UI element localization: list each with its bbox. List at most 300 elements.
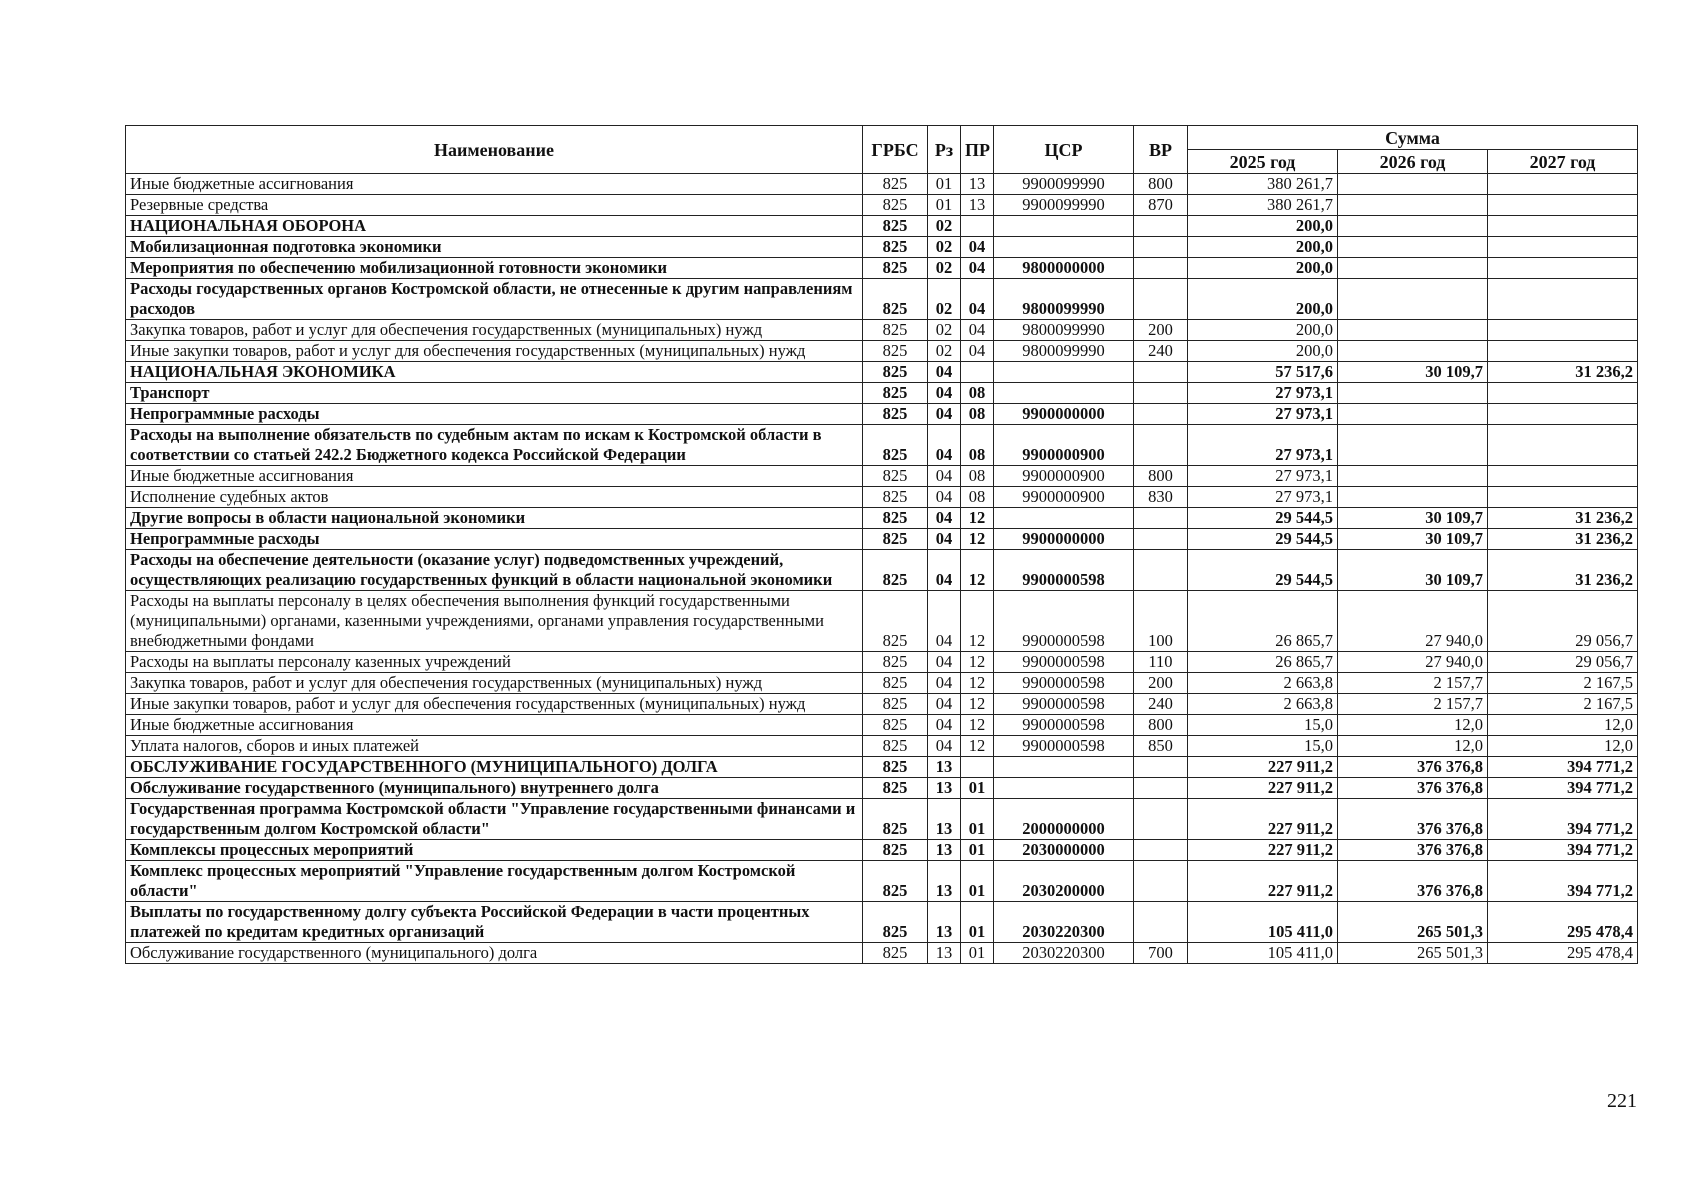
cell-2025: 105 411,0: [1188, 943, 1338, 964]
cell-csr: [994, 778, 1134, 799]
table-row: [126, 757, 1638, 778]
header-csr: ЦСР: [994, 126, 1134, 174]
cell-2027: 31 236,2: [1488, 362, 1638, 383]
cell-name: Непрограммные расходы: [126, 404, 863, 425]
cell-csr: 9900000000: [994, 529, 1134, 550]
cell-2027: 394 771,2: [1488, 757, 1638, 778]
cell-2026: 265 501,3: [1338, 902, 1488, 943]
cell-2026: 27 940,0: [1338, 591, 1488, 652]
cell-2025: 200,0: [1188, 258, 1338, 279]
cell-rz: 04: [928, 550, 961, 591]
cell-vr: [1134, 383, 1188, 404]
cell-name: НАЦИОНАЛЬНАЯ ОБОРОНА: [126, 216, 863, 237]
cell-csr: [994, 383, 1134, 404]
cell-grbs: 825: [863, 550, 928, 591]
cell-grbs: 825: [863, 778, 928, 799]
cell-pr: 13: [961, 174, 994, 195]
header-year-2027: 2027 год: [1488, 150, 1638, 174]
cell-pr: 04: [961, 341, 994, 362]
table-row: [126, 529, 1638, 550]
cell-csr: 9900099990: [994, 174, 1134, 195]
cell-pr: 12: [961, 550, 994, 591]
table-row: [126, 694, 1638, 715]
cell-2027: 31 236,2: [1488, 529, 1638, 550]
cell-2027: [1488, 383, 1638, 404]
cell-grbs: 825: [863, 902, 928, 943]
cell-2026: [1338, 258, 1488, 279]
cell-rz: 04: [928, 425, 961, 466]
cell-2027: 29 056,7: [1488, 652, 1638, 673]
table-row: [126, 195, 1638, 216]
cell-csr: 9900000900: [994, 487, 1134, 508]
cell-name: Государственная программа Костромской области "Управление государственными финансами и государственным долгом Костромской области": [126, 799, 863, 840]
cell-rz: 04: [928, 673, 961, 694]
cell-2027: 31 236,2: [1488, 550, 1638, 591]
cell-2025: 29 544,5: [1188, 529, 1338, 550]
cell-csr: 9900000900: [994, 425, 1134, 466]
cell-vr: [1134, 902, 1188, 943]
cell-grbs: 825: [863, 362, 928, 383]
cell-csr: 9900000598: [994, 550, 1134, 591]
cell-2025: 380 261,7: [1188, 195, 1338, 216]
cell-name: Комплексы процессных мероприятий: [126, 840, 863, 861]
cell-rz: 04: [928, 487, 961, 508]
cell-grbs: 825: [863, 174, 928, 195]
cell-vr: [1134, 861, 1188, 902]
cell-grbs: 825: [863, 341, 928, 362]
cell-rz: 02: [928, 216, 961, 237]
cell-2025: 15,0: [1188, 715, 1338, 736]
cell-2027: 2 167,5: [1488, 673, 1638, 694]
cell-rz: 04: [928, 362, 961, 383]
cell-csr: 9800099990: [994, 341, 1134, 362]
table-row: [126, 799, 1638, 840]
cell-vr: [1134, 550, 1188, 591]
cell-vr: 240: [1134, 694, 1188, 715]
cell-2025: 27 973,1: [1188, 425, 1338, 466]
cell-rz: 02: [928, 258, 961, 279]
cell-2027: 394 771,2: [1488, 799, 1638, 840]
cell-csr: 2030220300: [994, 902, 1134, 943]
table-row: [126, 652, 1638, 673]
cell-2025: 200,0: [1188, 216, 1338, 237]
cell-grbs: 825: [863, 216, 928, 237]
cell-rz: 02: [928, 341, 961, 362]
table-row: [126, 673, 1638, 694]
cell-name: Расходы на выплаты персоналу казенных учреждений: [126, 652, 863, 673]
cell-name: Другие вопросы в области национальной экономики: [126, 508, 863, 529]
cell-name: Иные бюджетные ассигнования: [126, 466, 863, 487]
table-row: [126, 840, 1638, 861]
cell-2027: [1488, 279, 1638, 320]
cell-rz: 04: [928, 652, 961, 673]
cell-2025: 57 517,6: [1188, 362, 1338, 383]
cell-vr: 240: [1134, 341, 1188, 362]
cell-name: Обслуживание государственного (муниципального) внутреннего долга: [126, 778, 863, 799]
cell-grbs: 825: [863, 279, 928, 320]
cell-2025: 200,0: [1188, 237, 1338, 258]
cell-pr: 01: [961, 799, 994, 840]
cell-2027: 394 771,2: [1488, 840, 1638, 861]
cell-vr: 800: [1134, 174, 1188, 195]
cell-csr: 9800099990: [994, 320, 1134, 341]
cell-2026: 265 501,3: [1338, 943, 1488, 964]
cell-2027: [1488, 195, 1638, 216]
cell-grbs: 825: [863, 425, 928, 466]
header-rz: Рз: [928, 126, 961, 174]
cell-2025: 2 663,8: [1188, 694, 1338, 715]
table-body: [126, 174, 1638, 964]
cell-grbs: 825: [863, 383, 928, 404]
cell-2026: [1338, 383, 1488, 404]
cell-csr: 9900000598: [994, 694, 1134, 715]
cell-rz: 04: [928, 404, 961, 425]
cell-2026: 30 109,7: [1338, 362, 1488, 383]
cell-rz: 02: [928, 237, 961, 258]
cell-rz: 04: [928, 694, 961, 715]
cell-grbs: 825: [863, 715, 928, 736]
table-row: [126, 216, 1638, 237]
cell-2027: [1488, 174, 1638, 195]
cell-csr: 2030200000: [994, 861, 1134, 902]
budget-table: [125, 125, 1638, 964]
cell-grbs: 825: [863, 487, 928, 508]
cell-2026: [1338, 487, 1488, 508]
cell-2025: 227 911,2: [1188, 757, 1338, 778]
cell-csr: 9800000000: [994, 258, 1134, 279]
cell-grbs: 825: [863, 237, 928, 258]
cell-2025: 227 911,2: [1188, 799, 1338, 840]
cell-name: Расходы на выполнение обязательств по судебным актам по искам к Костромской области в соответствии со статьей 242.2 Бюджетного кодекса Российской Федерации: [126, 425, 863, 466]
cell-2026: [1338, 466, 1488, 487]
cell-grbs: 825: [863, 466, 928, 487]
cell-csr: 9900000598: [994, 736, 1134, 757]
cell-2026: 376 376,8: [1338, 840, 1488, 861]
table-row: [126, 902, 1638, 943]
cell-2026: [1338, 174, 1488, 195]
header-year-2026: 2026 год: [1338, 150, 1488, 174]
cell-2025: 105 411,0: [1188, 902, 1338, 943]
cell-2025: 227 911,2: [1188, 861, 1338, 902]
cell-vr: [1134, 778, 1188, 799]
header-vr: ВР: [1134, 126, 1188, 174]
cell-csr: [994, 508, 1134, 529]
cell-2025: 27 973,1: [1188, 404, 1338, 425]
header-name: Наименование: [126, 126, 863, 174]
cell-csr: [994, 757, 1134, 778]
cell-name: Непрограммные расходы: [126, 529, 863, 550]
cell-2025: 29 544,5: [1188, 550, 1338, 591]
cell-name: Мобилизационная подготовка экономики: [126, 237, 863, 258]
cell-pr: 12: [961, 652, 994, 673]
cell-vr: [1134, 757, 1188, 778]
table-row: [126, 362, 1638, 383]
cell-name: Иные бюджетные ассигнования: [126, 174, 863, 195]
cell-2025: 200,0: [1188, 341, 1338, 362]
cell-pr: 01: [961, 943, 994, 964]
cell-2026: 12,0: [1338, 736, 1488, 757]
cell-2026: [1338, 195, 1488, 216]
cell-2026: [1338, 341, 1488, 362]
cell-pr: 08: [961, 404, 994, 425]
cell-grbs: 825: [863, 694, 928, 715]
cell-vr: [1134, 216, 1188, 237]
cell-pr: 01: [961, 778, 994, 799]
cell-2027: 394 771,2: [1488, 861, 1638, 902]
cell-pr: 04: [961, 237, 994, 258]
cell-vr: 200: [1134, 673, 1188, 694]
cell-pr: 01: [961, 840, 994, 861]
cell-2026: 376 376,8: [1338, 778, 1488, 799]
cell-2025: 200,0: [1188, 279, 1338, 320]
cell-2025: 27 973,1: [1188, 383, 1338, 404]
cell-csr: 9900000598: [994, 715, 1134, 736]
cell-vr: [1134, 508, 1188, 529]
cell-pr: 12: [961, 508, 994, 529]
cell-vr: 100: [1134, 591, 1188, 652]
cell-rz: 04: [928, 736, 961, 757]
cell-grbs: 825: [863, 320, 928, 341]
cell-2027: 12,0: [1488, 736, 1638, 757]
cell-vr: 800: [1134, 466, 1188, 487]
cell-name: НАЦИОНАЛЬНАЯ ЭКОНОМИКА: [126, 362, 863, 383]
cell-2026: 376 376,8: [1338, 757, 1488, 778]
cell-rz: 13: [928, 778, 961, 799]
cell-pr: 13: [961, 195, 994, 216]
cell-vr: 870: [1134, 195, 1188, 216]
cell-grbs: 825: [863, 673, 928, 694]
cell-csr: 9900099990: [994, 195, 1134, 216]
cell-2027: [1488, 487, 1638, 508]
cell-vr: [1134, 237, 1188, 258]
table-row: [126, 383, 1638, 404]
cell-2026: [1338, 425, 1488, 466]
cell-pr: 08: [961, 466, 994, 487]
cell-csr: [994, 362, 1134, 383]
cell-name: Закупка товаров, работ и услуг для обеспечения государственных (муниципальных) нужд: [126, 673, 863, 694]
cell-grbs: 825: [863, 840, 928, 861]
cell-2027: [1488, 320, 1638, 341]
cell-rz: 04: [928, 508, 961, 529]
cell-pr: [961, 757, 994, 778]
cell-2026: 376 376,8: [1338, 799, 1488, 840]
cell-csr: 9900000598: [994, 591, 1134, 652]
cell-name: Закупка товаров, работ и услуг для обеспечения государственных (муниципальных) нужд: [126, 320, 863, 341]
cell-name: Комплекс процессных мероприятий "Управление государственным долгом Костромской области": [126, 861, 863, 902]
cell-csr: [994, 237, 1134, 258]
cell-pr: 12: [961, 673, 994, 694]
cell-grbs: 825: [863, 258, 928, 279]
cell-grbs: 825: [863, 799, 928, 840]
cell-grbs: 825: [863, 861, 928, 902]
cell-2026: [1338, 216, 1488, 237]
table-row: [126, 466, 1638, 487]
cell-vr: [1134, 799, 1188, 840]
cell-name: Исполнение судебных актов: [126, 487, 863, 508]
cell-pr: 12: [961, 591, 994, 652]
cell-pr: 12: [961, 736, 994, 757]
cell-2025: 29 544,5: [1188, 508, 1338, 529]
cell-name: Обслуживание государственного (муниципального) долга: [126, 943, 863, 964]
cell-vr: [1134, 529, 1188, 550]
cell-grbs: 825: [863, 757, 928, 778]
cell-pr: 04: [961, 320, 994, 341]
table-row: [126, 861, 1638, 902]
cell-grbs: 825: [863, 652, 928, 673]
cell-pr: 01: [961, 902, 994, 943]
cell-name: Резервные средства: [126, 195, 863, 216]
cell-rz: 02: [928, 320, 961, 341]
cell-rz: 13: [928, 861, 961, 902]
cell-pr: 01: [961, 861, 994, 902]
cell-pr: [961, 362, 994, 383]
cell-2027: [1488, 258, 1638, 279]
cell-name: Иные бюджетные ассигнования: [126, 715, 863, 736]
cell-vr: 800: [1134, 715, 1188, 736]
table-row: [126, 736, 1638, 757]
cell-grbs: 825: [863, 591, 928, 652]
cell-rz: 04: [928, 383, 961, 404]
cell-2027: 29 056,7: [1488, 591, 1638, 652]
cell-2025: 227 911,2: [1188, 840, 1338, 861]
cell-vr: [1134, 258, 1188, 279]
page-number: 221: [1607, 1090, 1637, 1112]
cell-2026: [1338, 404, 1488, 425]
cell-2027: [1488, 216, 1638, 237]
table-row: [126, 279, 1638, 320]
cell-pr: 04: [961, 258, 994, 279]
cell-csr: 9900000598: [994, 652, 1134, 673]
table-row: [126, 778, 1638, 799]
cell-2026: 30 109,7: [1338, 508, 1488, 529]
cell-2026: 12,0: [1338, 715, 1488, 736]
cell-2026: 30 109,7: [1338, 529, 1488, 550]
cell-grbs: 825: [863, 943, 928, 964]
cell-pr: 12: [961, 715, 994, 736]
cell-rz: 02: [928, 279, 961, 320]
cell-rz: 13: [928, 840, 961, 861]
cell-vr: 200: [1134, 320, 1188, 341]
cell-2027: 2 167,5: [1488, 694, 1638, 715]
cell-2025: 26 865,7: [1188, 591, 1338, 652]
table-row: [126, 715, 1638, 736]
table-row: [126, 550, 1638, 591]
cell-rz: 01: [928, 174, 961, 195]
cell-2027: 295 478,4: [1488, 943, 1638, 964]
cell-pr: 04: [961, 279, 994, 320]
cell-csr: 2030220300: [994, 943, 1134, 964]
table-row: [126, 508, 1638, 529]
cell-grbs: 825: [863, 736, 928, 757]
table-row: [126, 591, 1638, 652]
cell-name: Мероприятия по обеспечению мобилизационной готовности экономики: [126, 258, 863, 279]
table-row: [126, 943, 1638, 964]
table-row: [126, 320, 1638, 341]
cell-rz: 13: [928, 799, 961, 840]
cell-name: Иные закупки товаров, работ и услуг для обеспечения государственных (муниципальных) нужд: [126, 341, 863, 362]
cell-rz: 04: [928, 715, 961, 736]
cell-name: Транспорт: [126, 383, 863, 404]
table-row: [126, 404, 1638, 425]
cell-pr: 12: [961, 529, 994, 550]
cell-2025: 380 261,7: [1188, 174, 1338, 195]
cell-csr: 9900000900: [994, 466, 1134, 487]
cell-csr: 9900000000: [994, 404, 1134, 425]
cell-2026: 30 109,7: [1338, 550, 1488, 591]
cell-2027: [1488, 404, 1638, 425]
cell-pr: 12: [961, 694, 994, 715]
cell-2026: 2 157,7: [1338, 694, 1488, 715]
cell-2027: [1488, 466, 1638, 487]
cell-2027: 394 771,2: [1488, 778, 1638, 799]
cell-2026: 376 376,8: [1338, 861, 1488, 902]
cell-2027: [1488, 425, 1638, 466]
cell-pr: 08: [961, 383, 994, 404]
cell-name: Иные закупки товаров, работ и услуг для обеспечения государственных (муниципальных) нужд: [126, 694, 863, 715]
header-grbs: ГРБС: [863, 126, 928, 174]
table-header: [126, 126, 1638, 174]
cell-name: ОБСЛУЖИВАНИЕ ГОСУДАРСТВЕННОГО (МУНИЦИПАЛЬНОГО) ДОЛГА: [126, 757, 863, 778]
cell-vr: [1134, 362, 1188, 383]
cell-2027: 12,0: [1488, 715, 1638, 736]
cell-2025: 27 973,1: [1188, 487, 1338, 508]
table-row: [126, 341, 1638, 362]
cell-vr: 110: [1134, 652, 1188, 673]
cell-2025: 15,0: [1188, 736, 1338, 757]
cell-2025: 2 663,8: [1188, 673, 1338, 694]
cell-csr: 9800099990: [994, 279, 1134, 320]
cell-vr: 830: [1134, 487, 1188, 508]
cell-pr: 08: [961, 487, 994, 508]
cell-vr: 700: [1134, 943, 1188, 964]
cell-grbs: 825: [863, 508, 928, 529]
cell-name: Уплата налогов, сборов и иных платежей: [126, 736, 863, 757]
header-year-2025: 2025 год: [1188, 150, 1338, 174]
cell-rz: 04: [928, 591, 961, 652]
cell-2025: 26 865,7: [1188, 652, 1338, 673]
cell-rz: 04: [928, 529, 961, 550]
cell-name: Выплаты по государственному долгу субъекта Российской Федерации в части процентных платежей по кредитам кредитных организаций: [126, 902, 863, 943]
cell-rz: 13: [928, 757, 961, 778]
cell-vr: 850: [1134, 736, 1188, 757]
cell-2025: 27 973,1: [1188, 466, 1338, 487]
cell-grbs: 825: [863, 404, 928, 425]
cell-csr: 9900000598: [994, 673, 1134, 694]
cell-2026: [1338, 320, 1488, 341]
cell-name: Расходы государственных органов Костромской области, не отнесенные к другим направлениям расходов: [126, 279, 863, 320]
cell-csr: [994, 216, 1134, 237]
header-pr: ПР: [961, 126, 994, 174]
table-row: [126, 487, 1638, 508]
cell-vr: [1134, 404, 1188, 425]
cell-pr: [961, 216, 994, 237]
table-row: [126, 425, 1638, 466]
cell-pr: 08: [961, 425, 994, 466]
cell-vr: [1134, 425, 1188, 466]
cell-2027: [1488, 341, 1638, 362]
cell-rz: 04: [928, 466, 961, 487]
cell-rz: 13: [928, 902, 961, 943]
header-sum: Сумма: [1188, 126, 1638, 150]
cell-2027: [1488, 237, 1638, 258]
table-row: [126, 237, 1638, 258]
cell-vr: [1134, 840, 1188, 861]
cell-csr: 2000000000: [994, 799, 1134, 840]
cell-vr: [1134, 279, 1188, 320]
cell-2026: [1338, 237, 1488, 258]
cell-grbs: 825: [863, 195, 928, 216]
cell-2025: 227 911,2: [1188, 778, 1338, 799]
